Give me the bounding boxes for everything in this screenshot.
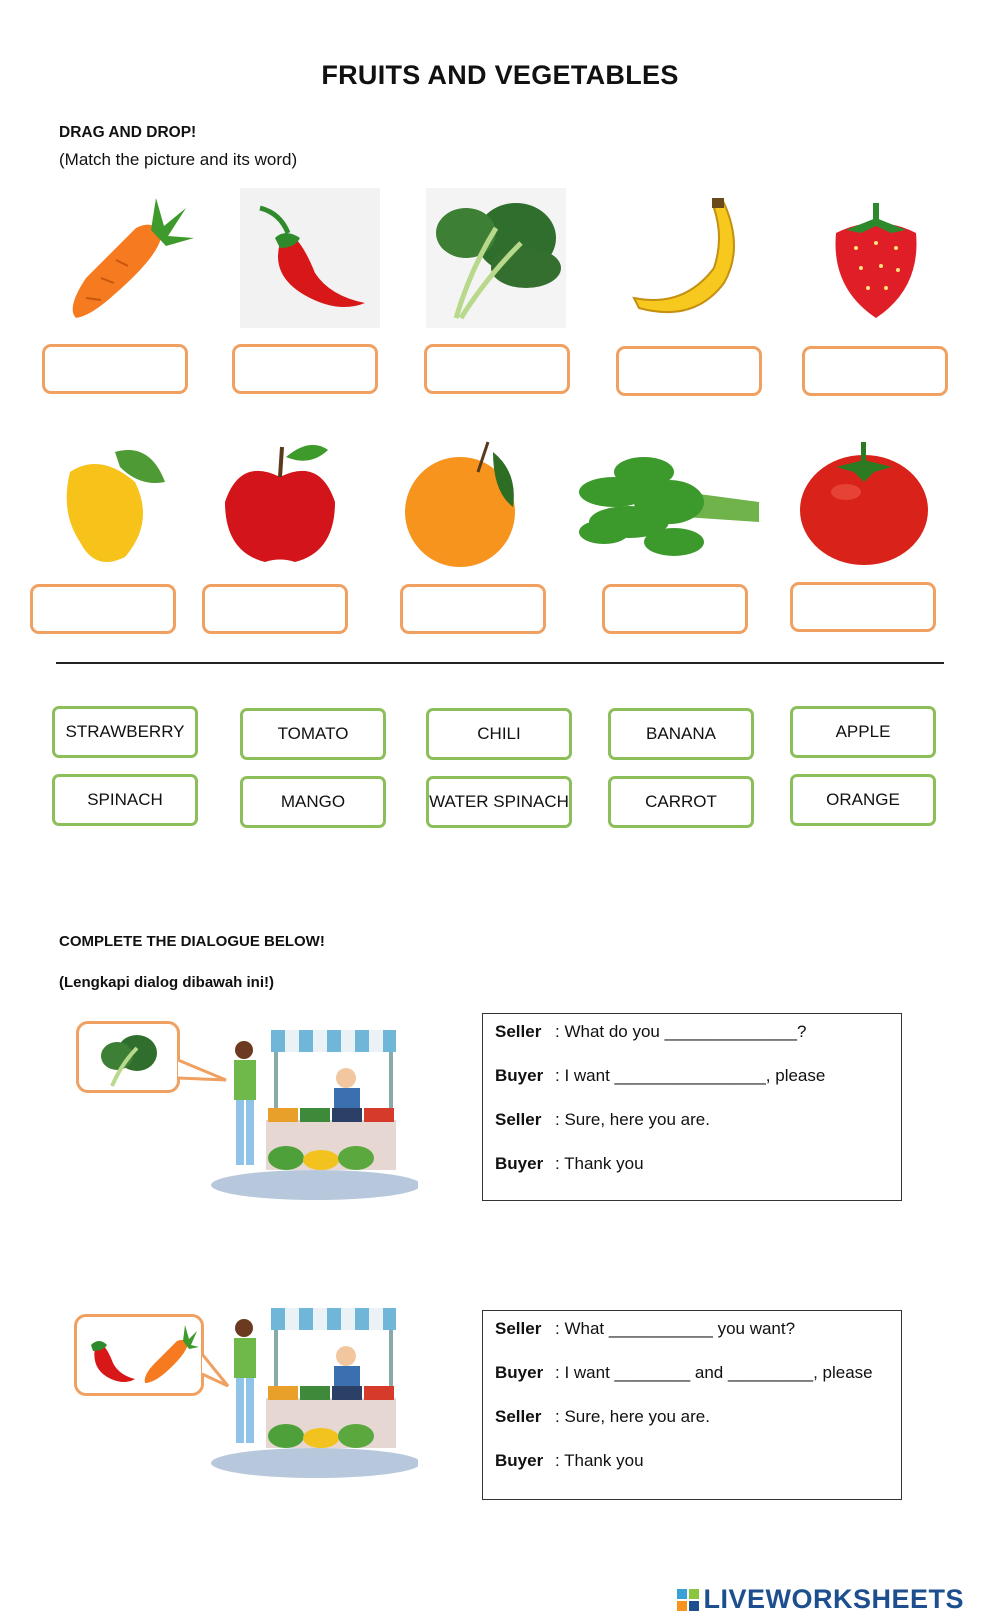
word-tile-water-spinach[interactable]: WATER SPINACH	[426, 776, 572, 828]
orange-icon	[398, 432, 538, 572]
speaker: Buyer	[495, 1154, 544, 1173]
dialogue-line	[495, 1110, 889, 1154]
chili-icon	[240, 188, 380, 328]
drop-box[interactable]	[232, 344, 378, 394]
dialogue-heading: COMPLETE THE DIALOGUE BELOW!	[59, 933, 325, 950]
mango-icon	[40, 432, 180, 572]
apple-icon	[210, 432, 350, 572]
speaker: Buyer	[495, 1363, 544, 1382]
line-text: : I want ________ and _________, please	[555, 1363, 873, 1382]
drop-box[interactable]	[400, 584, 546, 634]
spinach-icon	[97, 1028, 159, 1088]
brand-name: LIVEWORKSHEETS	[703, 1584, 964, 1614]
drop-box[interactable]	[42, 344, 188, 394]
speaker: Seller	[495, 1022, 542, 1041]
speech-bubble	[74, 1314, 204, 1396]
line-text: : Sure, here you are.	[555, 1110, 710, 1129]
tomato-icon	[796, 432, 936, 572]
word-tile-spinach[interactable]: SPINACH	[52, 774, 198, 826]
market-stall-illustration	[196, 1020, 418, 1200]
drag-instruction: (Match the picture and its word)	[59, 150, 298, 169]
line-text: : Sure, here you are.	[555, 1407, 710, 1426]
market-stall-illustration	[196, 1298, 418, 1478]
drop-box[interactable]	[424, 344, 570, 394]
word-tile-mango[interactable]: MANGO	[240, 776, 386, 828]
line-text: : I want ________________, please	[555, 1066, 826, 1085]
word-tile-strawberry[interactable]: STRAWBERRY	[52, 706, 198, 758]
brand-logo	[677, 1584, 964, 1615]
speaker: Buyer	[495, 1451, 544, 1470]
dialogue-line	[495, 1066, 889, 1110]
drop-box[interactable]	[802, 346, 948, 396]
speaker: Seller	[495, 1407, 542, 1426]
word-tile-carrot[interactable]: CARROT	[608, 776, 754, 828]
dialogue-subheading: (Lengkapi dialog dibawah ini!)	[59, 974, 275, 991]
word-tile-apple[interactable]: APPLE	[790, 706, 936, 758]
dialogue-line	[495, 1407, 889, 1451]
speaker: Seller	[495, 1110, 542, 1129]
banana-icon	[614, 188, 754, 328]
dialogue-line	[495, 1363, 889, 1407]
drop-box[interactable]	[602, 584, 748, 634]
word-tile-orange[interactable]: ORANGE	[790, 774, 936, 826]
dialogue-line	[495, 1451, 889, 1495]
drop-box[interactable]	[790, 582, 936, 632]
drag-heading: DRAG AND DROP!	[59, 124, 197, 141]
carrot-icon	[56, 188, 196, 328]
dialogue-box-1	[482, 1013, 902, 1201]
word-tile-tomato[interactable]: TOMATO	[240, 708, 386, 760]
dialogue-line	[495, 1022, 889, 1066]
dialogue-box-2	[482, 1310, 902, 1500]
carrot-icon	[141, 1323, 199, 1387]
divider	[56, 662, 944, 664]
dialogue-line	[495, 1154, 889, 1198]
line-text: : Thank you	[555, 1154, 644, 1173]
line-text: : Thank you	[555, 1451, 644, 1470]
speaker: Buyer	[495, 1066, 544, 1085]
chili-icon	[83, 1325, 137, 1385]
line-text: : What do you ______________?	[555, 1022, 807, 1041]
spinach-icon	[426, 188, 566, 328]
word-tile-chili[interactable]: CHILI	[426, 708, 572, 760]
page-title: FRUITS AND VEGETABLES	[321, 60, 679, 90]
dialogue-line	[495, 1319, 889, 1363]
speech-bubble	[76, 1021, 180, 1093]
word-tile-banana[interactable]: BANANA	[608, 708, 754, 760]
line-text: : What ___________ you want?	[555, 1319, 796, 1338]
drop-box[interactable]	[30, 584, 176, 634]
water-spinach-icon	[574, 432, 764, 572]
drop-box[interactable]	[616, 346, 762, 396]
speaker: Seller	[495, 1319, 542, 1338]
strawberry-icon	[806, 188, 946, 328]
drop-box[interactable]	[202, 584, 348, 634]
liveworksheets-logo-icon	[677, 1589, 699, 1611]
